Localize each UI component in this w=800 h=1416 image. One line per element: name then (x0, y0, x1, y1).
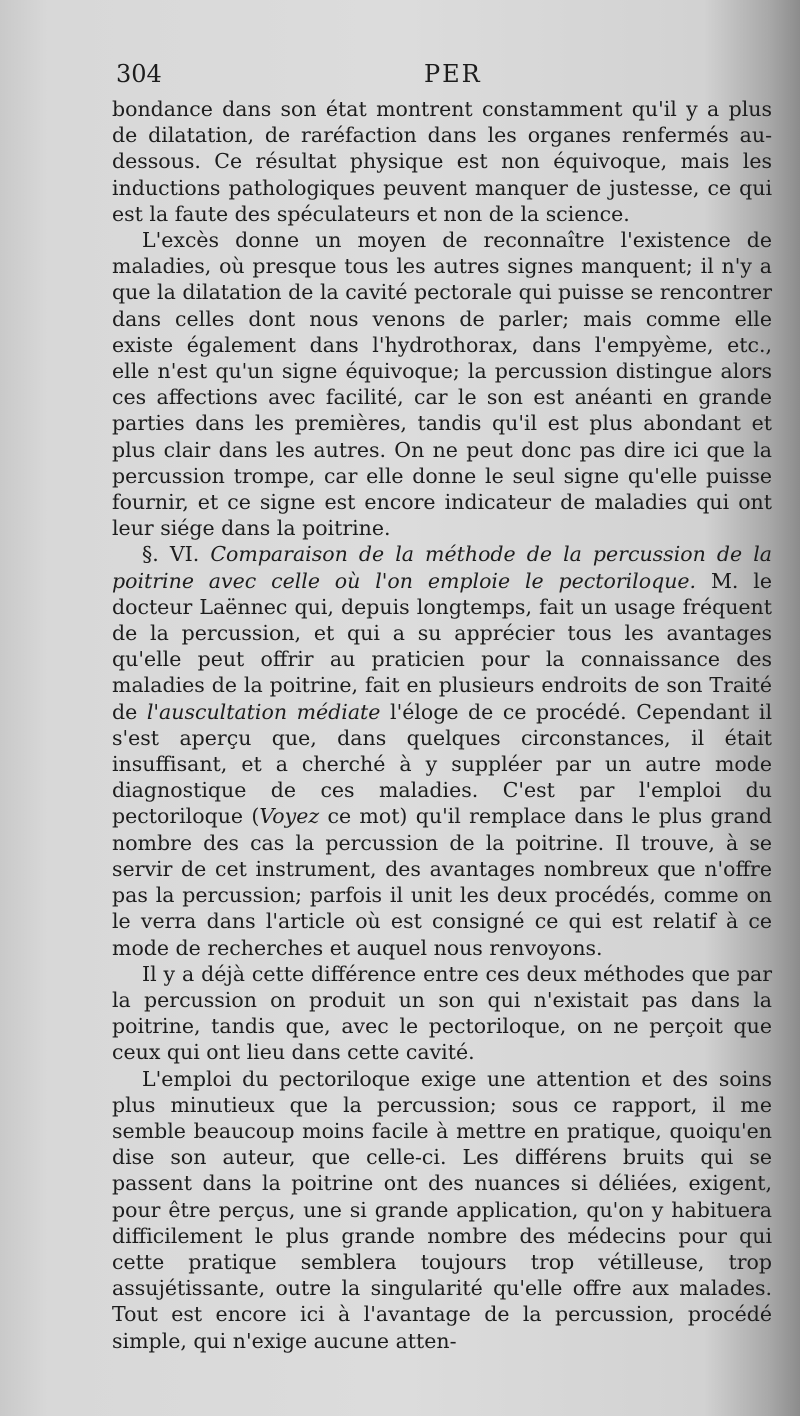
paragraph-3 (112, 541, 772, 960)
book-page (112, 58, 772, 1358)
section-title: Comparaison de la méthode de la percussion de la poitrine avec celle où l'on emploie le pectoriloque. (112, 542, 772, 593)
body-text (112, 96, 772, 1354)
paragraph-4: Il y a déjà cette différence entre ces deux méthodes que par la percussion on produit un son qui n'existait pas dans la poitrine, tandis que, avec le pectoriloque, on ne perçoit que ceux qui ont lieu dans cette cavité. (112, 961, 772, 1065)
running-head: PER (424, 60, 482, 88)
paragraph-5: L'emploi du pectoriloque exige une attention et des soins plus minutieux que la percussion; sous ce rapport, il me semble beaucoup moins facile à mettre en pratique, quoiqu'en dise son auteur, que celle-ci. Les différens bruits qui se passent dans la poitrine ont des nuances si déliées, exigent, pour être perçus, une si grande application, qu'on y habituera difficilement le plus grande nombre des médecins pour qui cette pratique semblera toujours trop vétilleuse, trop assujétissante, outre la singularité qu'elle offre aux malades. Tout est encore ici à l'avantage de la percussion, procédé simple, qui n'exige aucune atten- (112, 1066, 772, 1353)
paragraph-3-part-c: ce mot) qu'il remplace dans le plus grand nombre des cas la percussion de la poitrine. Il trouve, à se servir de cet instrument, des avantages nombreux que n'offre pas la percussion; parfois il unit les deux procédés, comme on le verra dans l'article où est consigné ce qui est relatif à ce mode de recherches et auquel nous renvoyons. (112, 804, 772, 960)
paragraph-3-part-b: l'éloge de ce procédé. Cependant il s'est aperçu que, dans quelques circonstances, il était insuffisant, et a cherché à y suppléer par un autre mode diagnostique de ces maladies. C'est par l'emploi du pectoriloque ( (112, 699, 772, 829)
paragraph-2: L'excès donne un moyen de reconnaître l'existence de maladies, où presque tous les autres signes manquent; il n'y a que la dilatation de la cavité pectorale qui puisse se rencontrer dans celles dont nous venons de parler; mais comme elle existe également dans l'hydrothorax, dans l'empyème, etc., elle n'est qu'un signe équivoque; la percussion distingue alors ces affections avec facilité, car le son est anéanti en grande parties dans les premières, tandis qu'il est plus abondant et plus clair dans les autres. On ne peut donc pas dire ici que la percussion trompe, car elle donne le seul signe qu'elle puisse fournir, et ce signe est encore indicateur de maladies qui ont leur siége dans la poitrine. (112, 228, 772, 541)
page-number: 304 (116, 60, 162, 88)
treatise-title: l'auscultation médiate (146, 699, 381, 724)
voyez-reference: Voyez (259, 804, 320, 829)
paragraph-1: bondance dans son état montrent constamment qu'il y a plus de dilatation, de raréfaction dans les organes renfermés au-dessous. Ce résultat physique est non équivoque, mais les inductions pathologiques peuvent manquer de justesse, ce qui est la faute des spéculateurs et non de la science. (112, 97, 772, 226)
section-number: §. VI. (142, 542, 200, 567)
paragraph-3-part-a: M. le docteur Laënnec qui, depuis longtemps, fait un usage fréquent de la percussion, et qui a su apprécier tous les avantages qu'elle peut offrir au praticien pour la connaissance des maladies de la poitrine, fait en plusieurs endroits de son Traité de (112, 568, 772, 724)
page-header (112, 58, 772, 96)
